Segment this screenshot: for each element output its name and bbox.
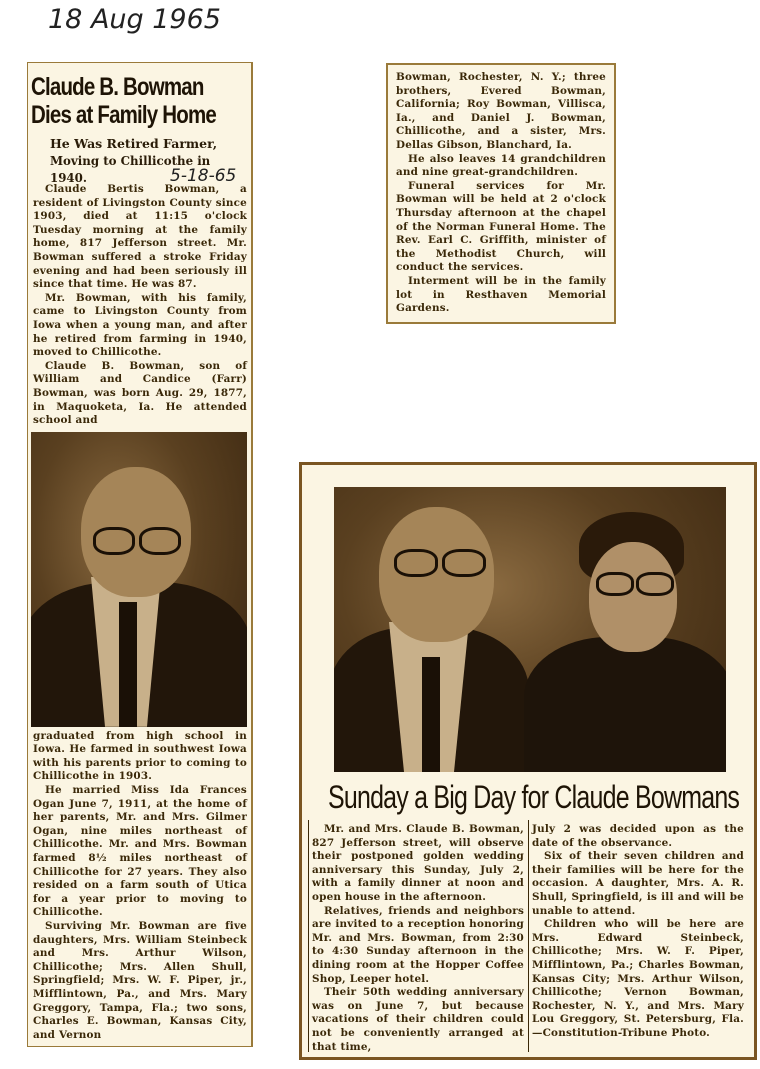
paragraph: He married Miss Ida Frances Ogan June 7, 1911, at the home of her parents, Mr. and Mrs. Gilmer Ogan, nine miles northeast of Chillicothe. Mr. and Mrs. Bowman farmed 8½ miles northeast of Chillicothe for 27 years. They also resided on a farm south of Utica for a year prior to moving to Chillicothe. [33, 784, 247, 919]
obituary-text-top [33, 183, 247, 428]
paragraph: Children who will be here are Mrs. Edward Steinbeck, Chillicothe; Mrs. W. F. Piper, Mifflintown, Pa.; Charles Bowman, Kansas City; Mrs. Arthur Wilson, Chillicothe; Vernon Bowman, Rochester, N. Y., and Mrs. Mary Lou Greggory, St. Petersburg, Fla.—Constitution-Tribune Photo. [532, 918, 744, 1039]
paragraph: Surviving Mr. Bowman are five daughters, Mrs. William Steinbeck and Mrs. Arthur Wilson, Chillicothe; Mrs. Allen Shull, Springfield; Mrs. W. F. Piper, jr., Mifflintown, Pa., and Mrs. Mary Greggory, Tampa, Fla.; two sons, Charles E. Bowman, Kansas City, and Vernon [33, 920, 247, 1041]
portrait-photo-claude-bowman [31, 432, 247, 727]
handwritten-date: 18 Aug 1965 [48, 4, 221, 35]
obituary-subhead-line2: Moving to Chillicothe in 1940. [50, 154, 211, 185]
paragraph: Their 50th wedding anniversary was on June 7, but because vacations of their children could not be conveniently arranged at that time, [312, 986, 524, 1053]
anniversary-clipping [299, 462, 757, 1060]
paragraph: Claude B. Bowman, son of William and Candice (Farr) Bowman, was born Aug. 29, 1877, in Maquoketa, Ia. He attended school and [33, 359, 247, 427]
obituary-headline-line1: Claude B. Bowman [31, 73, 204, 101]
paragraph: Bowman, Rochester, N. Y.; three brothers, Evered Bowman, California; Roy Bowman, Villisca, Ia., and Daniel J. Bowman, Chillicothe, and a sister, Mrs. Dellas Gibson, Blanchard, Ia. [396, 71, 606, 151]
anniversary-column-1 [312, 823, 524, 1054]
paragraph: Claude Bertis Bowman, a resident of Livingston County since 1903, died at 11:15 o'clock Tuesday morning at the family home, 817 Jefferson street. Mr. Bowman suffered a stroke Friday evening and had been seriously ill since that time. He was 87. [33, 183, 247, 291]
photo-mr-and-mrs-bowman [334, 487, 726, 772]
obituary-continuation-clipping [386, 63, 616, 324]
paragraph: graduated from high school in Iowa. He farmed in southwest Iowa with his parents prior to coming to Chillicothe in 1903. [33, 729, 247, 783]
paragraph: Mr. Bowman, with his family, came to Livingston County from Iowa when a young man, and after he retired from farming in 1940, moved to Chillicothe. [33, 291, 247, 359]
anniversary-headline: Sunday a Big Day for Claude Bowmans [328, 779, 740, 815]
obituary-text-bottom [33, 730, 247, 1043]
obituary-clipping [27, 62, 253, 1047]
paragraph: Mr. and Mrs. Claude B. Bowman, 827 Jefferson street, will observe their postponed golden wedding anniversary this Sunday, July 2, with a family dinner at noon and open house in the afternoon. [312, 823, 524, 903]
handwritten-note: 5-18-65 [170, 166, 237, 186]
paragraph: Six of their seven children and their families will be here for the occasion. A daughter, Mrs. A. R. Shull, Springfield, is ill and will be unable to attend. [532, 850, 744, 917]
paragraph: Relatives, friends and neighbors are invited to a reception honoring Mr. and Mrs. Bowman, from 2:30 to 4:30 Sunday afternoon in the dining room at the Hopper Coffee Shop, Leeper hotel. [312, 904, 524, 985]
obituary-headline-line2: Dies at Family Home [31, 101, 216, 129]
continuation-text [396, 71, 606, 316]
anniversary-column-2 [532, 823, 744, 1041]
paragraph: July 2 was decided upon as the date of the observance. [532, 823, 744, 849]
obituary-flow [33, 183, 247, 1042]
paragraph: Interment will be in the family lot in Resthaven Memorial Gardens. [396, 274, 606, 315]
obituary-subhead-line1: He Was Retired Farmer, [50, 136, 218, 151]
paragraph: He also leaves 14 grandchildren and nine great-grandchildren. [396, 152, 606, 179]
paragraph: Funeral services for Mr. Bowman will be held at 2 o'clock Thursday afternoon at the chapel of the Norman Funeral Home. The Rev. Earl C. Griffith, minister of the Methodist Church, will conduct the services. [396, 179, 606, 274]
